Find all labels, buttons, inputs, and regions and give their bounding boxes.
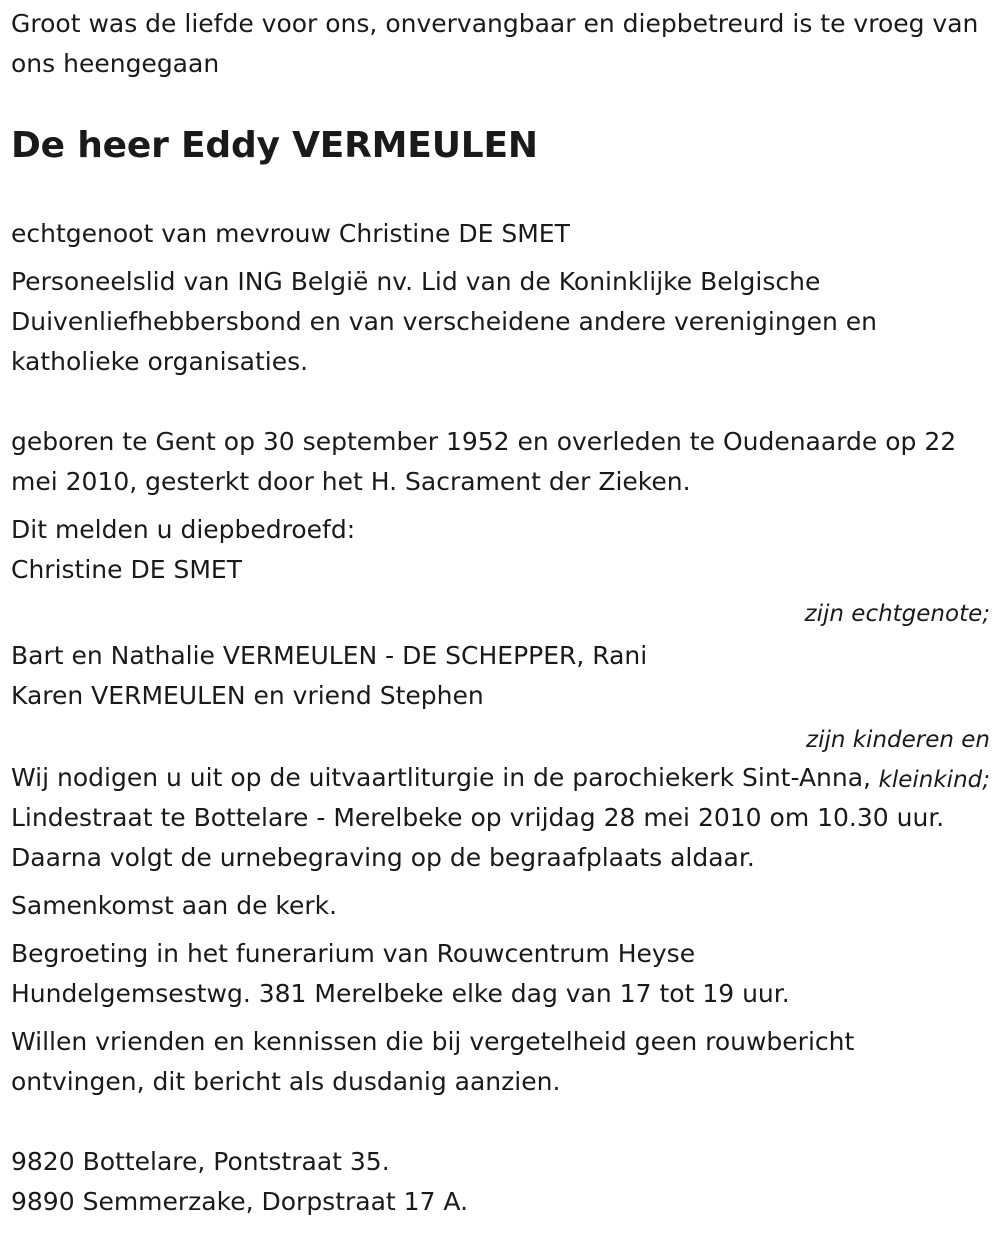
- spouse-name: Christine DE SMET: [11, 555, 242, 584]
- children-line-1: Bart en Nathalie VERMEULEN - DE SCHEPPER, Rani: [11, 641, 648, 670]
- spouse-role: zijn echtgenote;: [804, 601, 990, 627]
- funeral-text: Wij nodigen u uit op de uitvaartliturgie in de parochiekerk Sint-Anna, Lindestraat te Bottelare - Merelbeke op vrijdag 28 mei 2010 om 10.30 uur. Daarna volgt de urnebegraving op de begraafplaats aldaar.: [11, 763, 945, 872]
- children-line-2: Karen VERMEULEN en vriend Stephen: [11, 681, 484, 710]
- address-2: 9890 Semmerzake, Dorpstraat 17 A.: [11, 1187, 469, 1216]
- notice-text: Willen vrienden en kennissen die bij vergetelheid geen rouwbericht ontvingen, dit bericht als dusdanig aanzien.: [11, 1027, 855, 1096]
- visitation-text: Begroeting in het funerarium van Rouwcentrum Heyse Hundelgemsestwg. 381 Merelbeke elke dag van 17 tot 19 uur.: [11, 939, 790, 1008]
- intro-text: Groot was de liefde voor ons, onvervangbaar en diepbetreurd is te vroeg van ons heengegaan: [11, 9, 979, 78]
- gathering-text: Samenkomst aan de kerk.: [11, 891, 338, 920]
- deceased-name: De heer Eddy VERMEULEN: [11, 125, 538, 166]
- announcers-intro: Dit melden u diepbedroefd:: [11, 515, 356, 544]
- profession-text: Personeelslid van ING België nv. Lid van de Koninklijke Belgische Duivenliefhebbersbond en van verscheidene andere verenigingen en katholieke organisaties.: [11, 267, 877, 376]
- address-1: 9820 Bottelare, Pontstraat 35.: [11, 1147, 390, 1176]
- spouse-line: echtgenoot van mevrouw Christine DE SMET: [11, 219, 570, 248]
- children-role: zijn kinderen en kleinkind;: [806, 727, 990, 793]
- birth-death-text: geboren te Gent op 30 september 1952 en overleden te Oudenaarde op 22 mei 2010, gesterkt door het H. Sacrament der Zieken.: [11, 427, 957, 496]
